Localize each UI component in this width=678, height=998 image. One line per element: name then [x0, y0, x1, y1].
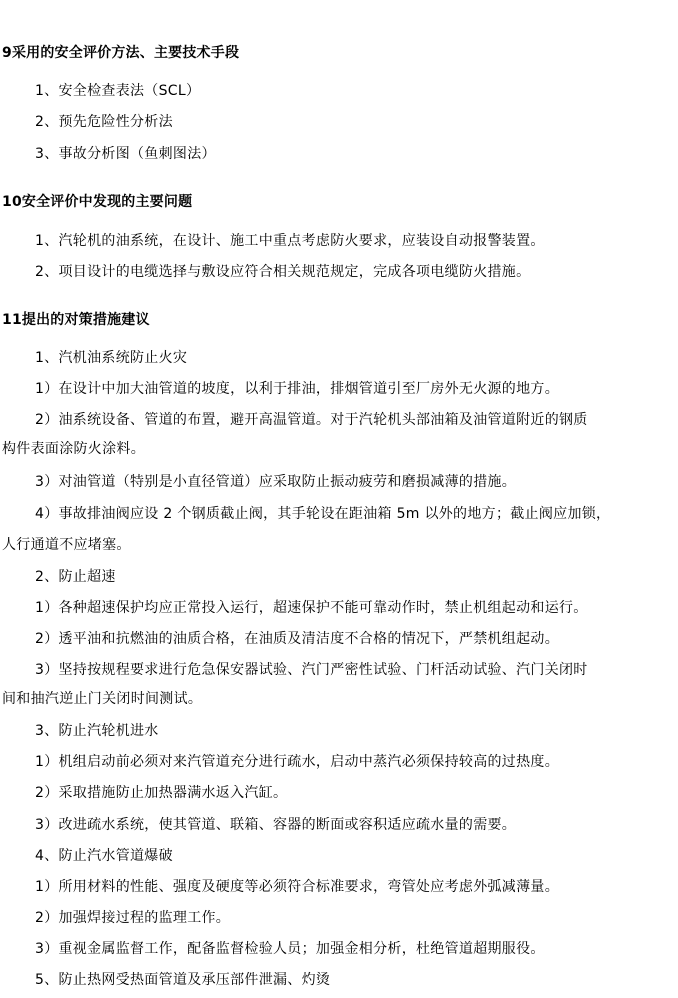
text-line: 人行通道不应堵塞。 — [2, 537, 131, 553]
text-line: 2）透平油和抗燃油的油质合格，在油质及清洁度不合格的情况下，严禁机组起动。 — [35, 631, 560, 647]
text-line: 3）坚持按规程要求进行危急保安器试验、汽门严密性试验、门杆活动试验、汽门关闭时 — [35, 662, 588, 678]
list-item: 1、汽轮机的油系统，在设计、施工中重点考虑防火要求，应装设自动报警装置。 — [35, 233, 545, 249]
text-line: 4、防止汽水管道爆破 — [35, 848, 173, 864]
section-heading-9: 9采用的安全评价方法、主要技术手段 — [2, 45, 240, 61]
list-item: 2、项目设计的电缆选择与敷设应符合相关规范规定，完成各项电缆防火措施。 — [35, 264, 531, 280]
text-line: 1）机组启动前必须对来汽管道充分进行疏水，启动中蒸汽必须保持较高的过热度。 — [35, 754, 560, 770]
text-line: 2、防止超速 — [35, 569, 116, 585]
section-heading-11: 11提出的对策措施建议 — [2, 312, 150, 328]
text-line: 2）加强焊接过程的监理工作。 — [35, 910, 231, 926]
list-item: 1、安全检查表法（SCL） — [35, 83, 201, 99]
text-line: 3）改进疏水系统，使其管道、联箱、容器的断面或容积适应疏水量的需要。 — [35, 817, 517, 833]
text-line: 构件表面涂防火涂料。 — [2, 441, 145, 457]
text-line: 3）对油管道（特别是小直径管道）应采取防止振动疲劳和磨损减薄的措施。 — [35, 474, 517, 490]
text-line: 1）在设计中加大油管道的坡度，以利于排油，排烟管道引至厂房外无火源的地方。 — [35, 381, 560, 397]
text-line: 3、防止汽轮机进水 — [35, 723, 159, 739]
text-line: 4）事故排油阀应设 2 个钢质截止阀，其手轮设在距油箱 5m 以外的地方；截止阀应加锁， — [35, 506, 611, 522]
list-item: 2、预先危险性分析法 — [35, 114, 173, 130]
text-line: 1、汽机油系统防止火灾 — [35, 350, 188, 366]
text-line: 间和抽汽逆止门关闭时间测试。 — [2, 691, 203, 707]
text-line: 2）采取措施防止加热器满水返入汽缸。 — [35, 785, 288, 801]
section-heading-10: 10安全评价中发现的主要问题 — [2, 194, 193, 210]
list-item: 3、事故分析图（鱼刺图法） — [35, 146, 216, 162]
text-line: 1）各种超速保护均应正常投入运行，超速保护不能可靠动作时，禁止机组起动和运行。 — [35, 600, 588, 616]
text-line: 3）重视金属监督工作，配备监督检验人员；加强金相分析，杜绝管道超期服役。 — [35, 941, 545, 957]
text-line: 5、防止热网受热面管道及承压部件泄漏、灼烫 — [35, 972, 331, 988]
text-line: 2）油系统设备、管道的布置，避开高温管道。对于汽轮机头部油箱及油管道附近的钢质 — [35, 412, 588, 428]
text-line: 1）所用材料的性能、强度及硬度等必须符合标准要求，弯管处应考虑外弧减薄量。 — [35, 879, 560, 895]
